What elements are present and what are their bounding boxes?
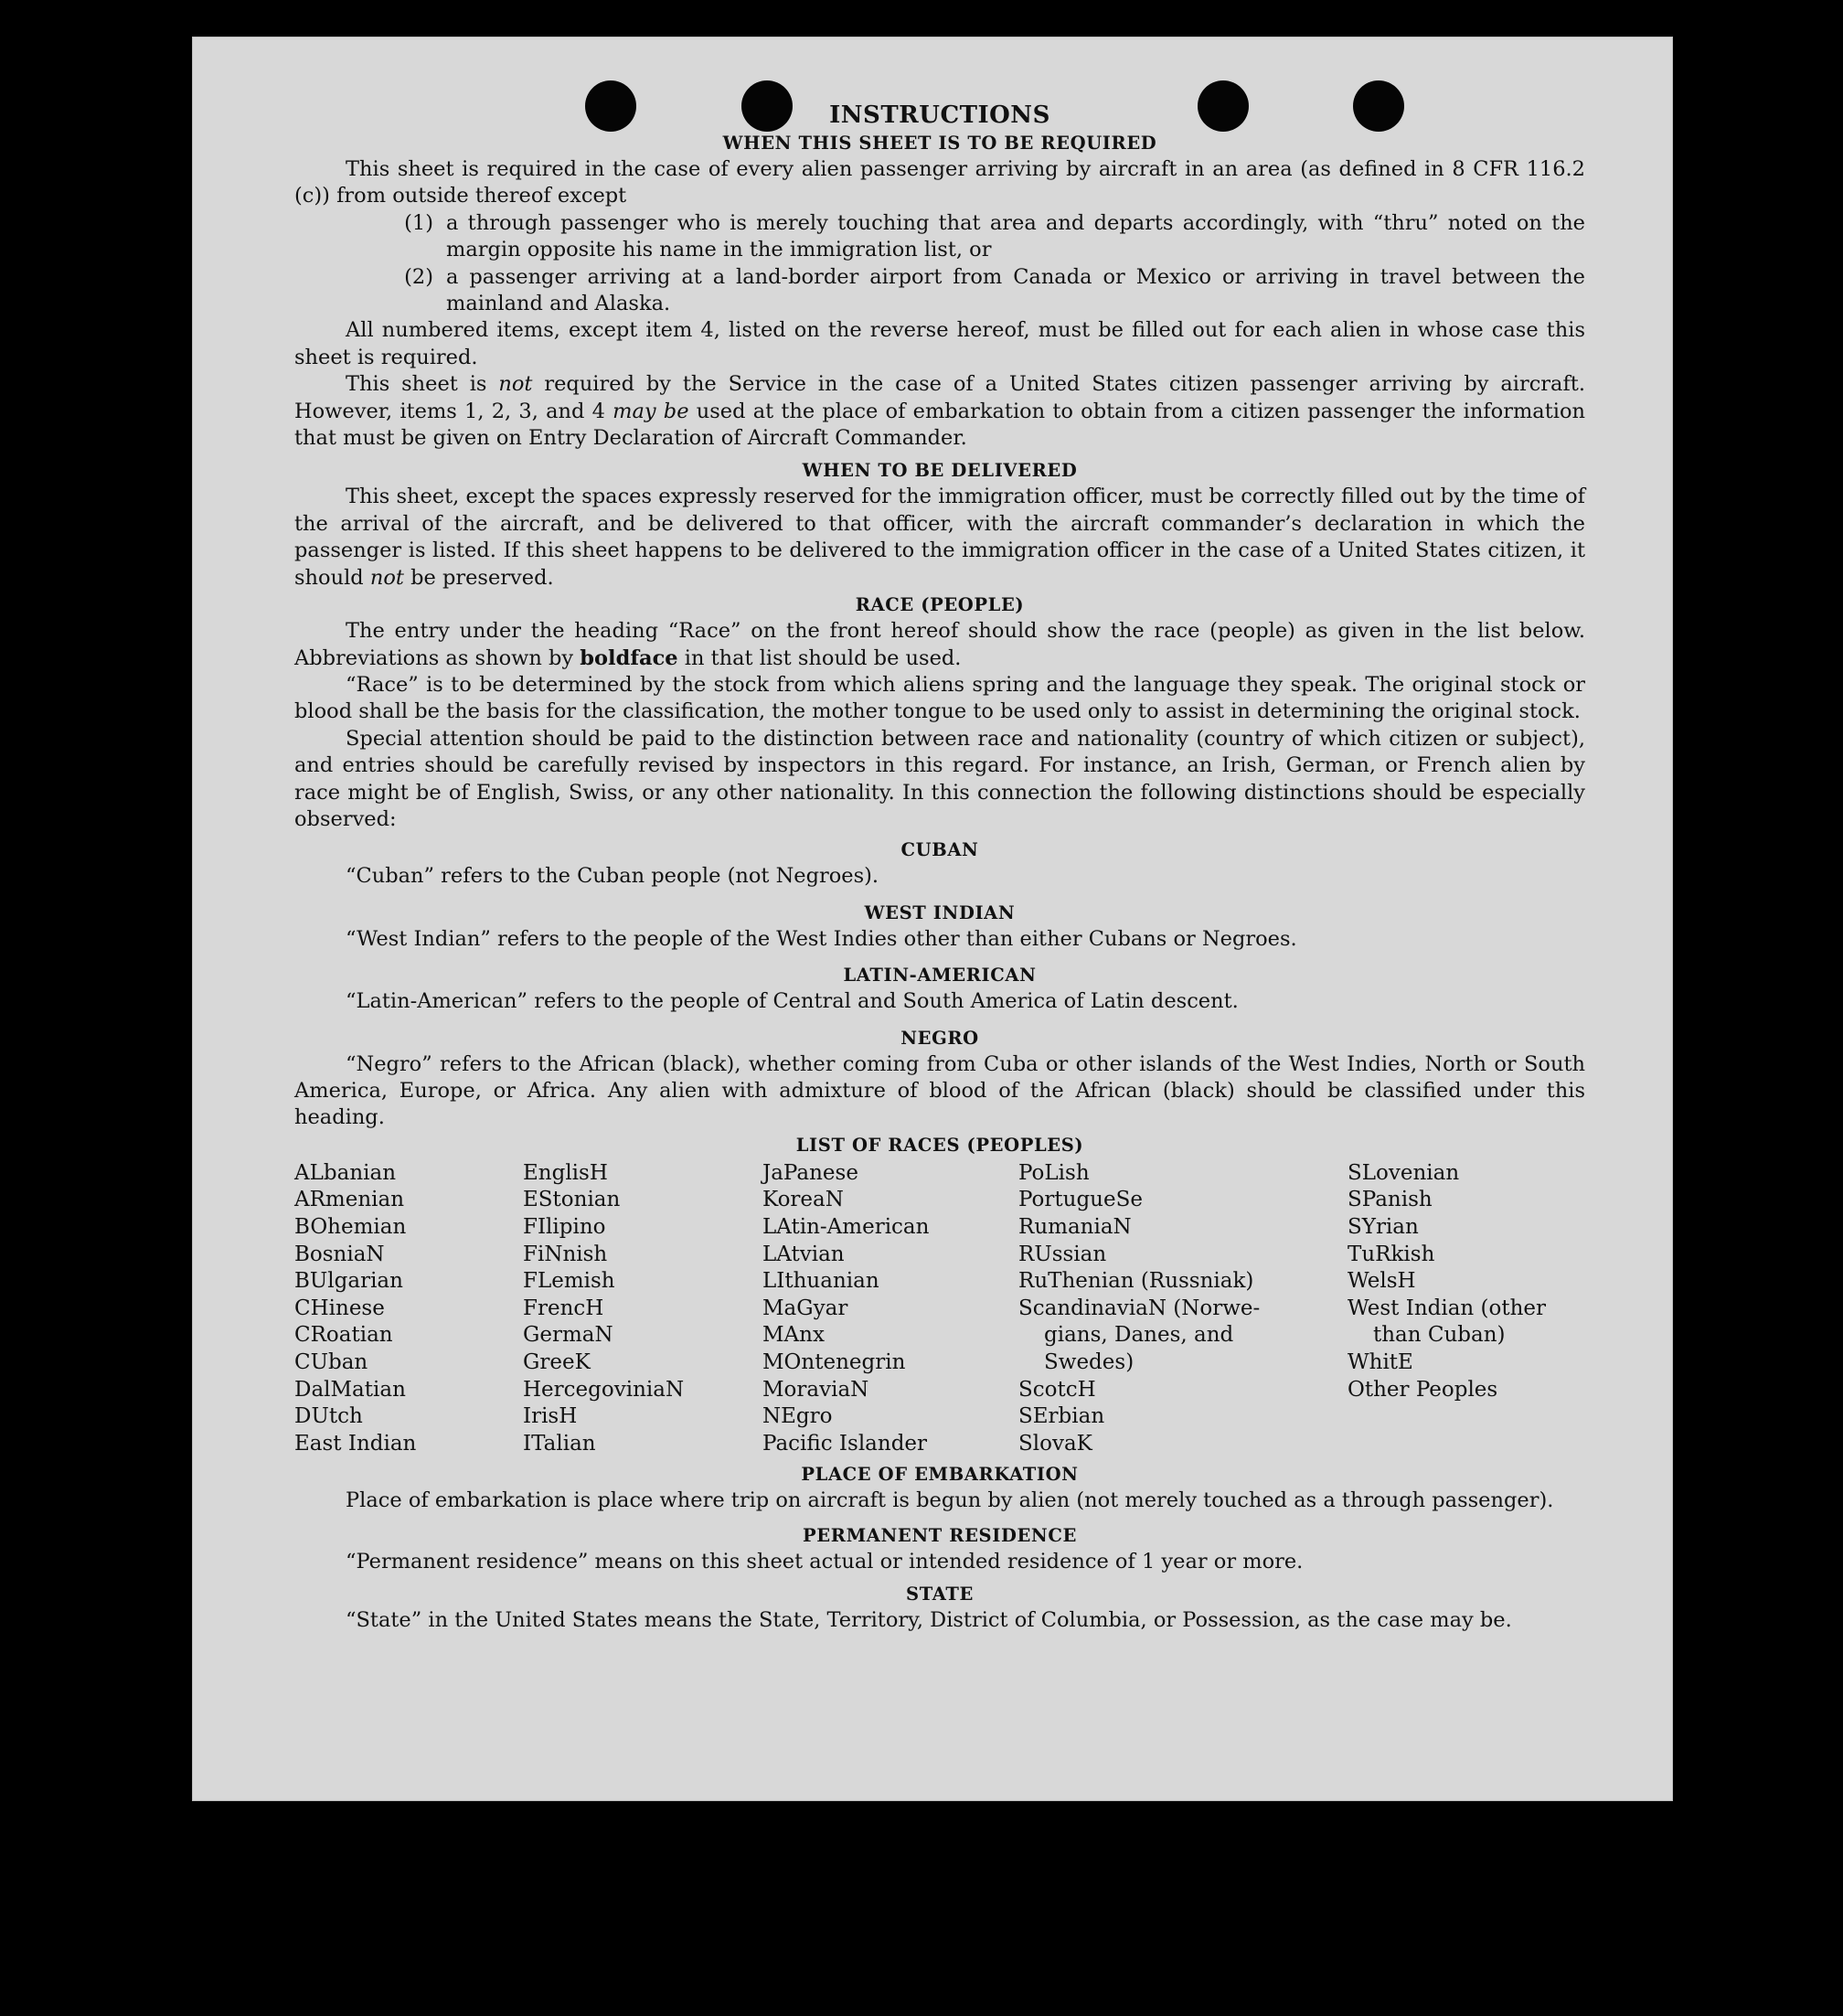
- race-entry: ARmenian: [294, 1188, 405, 1212]
- section-latin-american: [294, 962, 1585, 1015]
- race-entry: East Indian: [294, 1431, 417, 1456]
- race-column-5: [1348, 1160, 1585, 1458]
- race-entry: JaPanese: [762, 1160, 858, 1185]
- race-para-distinction: Special attention should be paid to the distinction between race and nationality (country of which citizen or subject), and entries should be carefully revised by inspectors in this regard. For instance, an Irish, German, or French alien by race might be of English, Swiss, or any other nationality. In this connection the following distinctions should be especially observed:: [294, 726, 1585, 831]
- race-entry: RuThenian (Russniak): [1018, 1269, 1254, 1294]
- heading-latin-american: LATIN-AMERICAN: [843, 965, 1037, 987]
- section-race: [294, 592, 1585, 833]
- negro-definition: “Negro” refers to the African (black), whether coming from Cuba or other islands of the West Indies, North or South America, Europe, or Africa. Any alien with admixture of blood of the African (black) should be classified under this heading.: [294, 1051, 1585, 1130]
- race-entry: MOntenegrin: [762, 1349, 906, 1374]
- race-entry: KoreaN: [762, 1188, 844, 1212]
- race-entry: ScandinaviaN (Norwe-: [1018, 1296, 1261, 1320]
- race-entry: Pacific Islander: [762, 1431, 928, 1456]
- west-indian-definition: “West Indian” refers to the people of the West Indies other than either Cubans or Negroes.: [346, 926, 1297, 951]
- race-entry: SLovenian: [1348, 1160, 1460, 1185]
- race-entry: PoLish: [1018, 1160, 1090, 1185]
- race-entry: SYrian: [1348, 1214, 1419, 1239]
- race-column-2: [523, 1160, 762, 1458]
- race-entry: DalMatian: [294, 1377, 406, 1402]
- document-page: [192, 37, 1673, 1801]
- heading-west-indian: WEST INDIAN: [864, 901, 1016, 923]
- race-entry: FiNnish: [523, 1242, 608, 1266]
- section-place-of-embarkation: [294, 1461, 1585, 1514]
- required-intro: This sheet is required in the case of every alien passenger arriving by aircraft in an area (as defined in 8 CFR 116.2 (c)) from outside thereof except: [294, 157, 1585, 208]
- state-definition: “State” in the United States means the State, Territory, District of Columbia, or Possession, as the case may be.: [346, 1608, 1512, 1633]
- race-entry: RUssian: [1018, 1242, 1107, 1266]
- race-entry-continued: than Cuban): [1373, 1323, 1506, 1348]
- section-list-of-races: [294, 1132, 1585, 1458]
- exception-number: (1): [404, 210, 433, 235]
- residence-definition: “Permanent residence” means on this sheet actual or intended residence of 1 year or more.: [346, 1549, 1304, 1573]
- race-entry: SPanish: [1348, 1188, 1433, 1212]
- race-entry: WhitE: [1348, 1349, 1413, 1374]
- race-entry: GreeK: [523, 1349, 591, 1374]
- race-entry: LAtvian: [762, 1242, 845, 1266]
- races-table: [294, 1160, 1585, 1458]
- race-entry: MoraviaN: [762, 1377, 869, 1402]
- section-west-indian: [294, 900, 1585, 953]
- race-entry: TuRkish: [1348, 1242, 1435, 1266]
- race-entry: RumaniaN: [1018, 1214, 1132, 1239]
- race-entry: ScotcH: [1018, 1377, 1096, 1402]
- section-negro: [294, 1025, 1585, 1132]
- required-para-numbered-items: All numbered items, except item 4, listed on the reverse hereof, must be filled out for each alien in whose case this sheet is required.: [294, 318, 1585, 369]
- required-para-citizen: This sheet is not required by the Service in the case of a United States citizen passenger arriving by aircraft. However, items 1, 2, 3, and 4 may be used at the place of embarkation to obtain from a citizen passenger the information that must be given on Entry Declaration of Aircraft Commander.: [294, 372, 1585, 451]
- race-entry: BUlgarian: [294, 1269, 403, 1294]
- race-column-4: [1018, 1160, 1348, 1458]
- race-entry-continued: Swedes): [1044, 1349, 1135, 1374]
- heading-negro: NEGRO: [900, 1027, 979, 1049]
- latin-american-definition: “Latin-American” refers to the people of Central and South America of Latin descent.: [346, 989, 1239, 1014]
- race-entry: PortugueSe: [1018, 1188, 1143, 1212]
- heading-state: STATE: [906, 1584, 974, 1605]
- section-state: [294, 1581, 1585, 1634]
- race-entry: Other Peoples: [1348, 1377, 1498, 1402]
- section-permanent-residence: [294, 1522, 1585, 1575]
- section-cuban: [294, 837, 1585, 890]
- heading-when-required: WHEN THIS SHEET IS TO BE REQUIRED: [722, 133, 1157, 154]
- race-entry: DUtch: [294, 1404, 363, 1429]
- heading-list-of-races: LIST OF RACES (PEOPLES): [795, 1134, 1084, 1156]
- race-column-1: [294, 1160, 523, 1458]
- race-entry: SlovaK: [1018, 1431, 1092, 1456]
- page-title: INSTRUCTIONS: [829, 101, 1050, 129]
- race-entry: BOhemian: [294, 1214, 407, 1239]
- race-entry: CUban: [294, 1349, 368, 1374]
- heading-permanent-residence: PERMANENT RESIDENCE: [803, 1524, 1077, 1546]
- race-entry: SErbian: [1018, 1404, 1105, 1429]
- instructions-content: [294, 101, 1585, 1635]
- exception-item: [294, 210, 1585, 264]
- race-entry: MAnx: [762, 1323, 825, 1348]
- race-entry: HercegoviniaN: [523, 1377, 685, 1402]
- heading-race-people: RACE (PEOPLE): [855, 594, 1025, 616]
- race-entry: MaGyar: [762, 1296, 848, 1320]
- exception-item: [294, 264, 1585, 318]
- race-entry: FrencH: [523, 1296, 604, 1320]
- delivered-text: This sheet, except the spaces expressly reserved for the immigration officer, must be correctly filled out by the time of the arrival of the aircraft, and be delivered to that officer, with the aircraft commander’s declaration in which the passenger is listed. If this sheet happens to be delivered to the immigration officer in the case of a United States citizen, it should not be preserved.: [294, 485, 1585, 590]
- race-entry: EStonian: [523, 1188, 621, 1212]
- heading-place-of-embarkation: PLACE OF EMBARKATION: [801, 1464, 1079, 1486]
- embarkation-definition: Place of embarkation is place where trip on aircraft is begun by alien (not merely touched as a through passenger).: [346, 1488, 1554, 1513]
- race-entry: FLemish: [523, 1269, 615, 1294]
- race-entry: NEgro: [762, 1404, 833, 1429]
- race-entry-continued: gians, Danes, and: [1044, 1323, 1234, 1348]
- race-entry: GermaN: [523, 1323, 613, 1348]
- race-entry: IrisH: [523, 1404, 578, 1429]
- section-when-required: [294, 130, 1585, 452]
- race-column-3: [762, 1160, 1018, 1458]
- race-para-stock: “Race” is to be determined by the stock from which aliens spring and the language they speak. The original stock or blood shall be the basis for the classification, the mother tongue to be used only to assist in determining the original stock.: [294, 672, 1585, 724]
- race-entry: BosniaN: [294, 1242, 385, 1266]
- race-entry: LIthuanian: [762, 1269, 879, 1294]
- race-entry: ITalian: [523, 1431, 596, 1456]
- exception-text: a passenger arriving at a land-border airport from Canada or Mexico or arriving in travel between the mainland and Alaska.: [446, 264, 1585, 316]
- race-entry: WelsH: [1348, 1269, 1416, 1294]
- race-para-entry: The entry under the heading “Race” on the front hereof should show the race (people) as given in the list below. Abbreviations as shown by boldface in that list should be used.: [294, 619, 1585, 670]
- heading-cuban: CUBAN: [900, 839, 979, 861]
- section-when-delivered: [294, 457, 1585, 592]
- cuban-definition: “Cuban” refers to the Cuban people (not Negroes).: [346, 864, 879, 889]
- exception-text: a through passenger who is merely touching that area and departs accordingly, with “thru” noted on the margin opposite his name in the immigration list, or: [446, 210, 1585, 262]
- race-entry: FIlipino: [523, 1214, 606, 1239]
- race-entry: West Indian (other: [1348, 1296, 1547, 1320]
- heading-when-delivered: WHEN TO BE DELIVERED: [802, 460, 1078, 482]
- race-entry: EnglisH: [523, 1160, 608, 1185]
- race-entry: CHinese: [294, 1296, 385, 1320]
- exception-number: (2): [404, 264, 433, 289]
- race-entry: LAtin-American: [762, 1214, 930, 1239]
- race-entry: CRoatian: [294, 1323, 393, 1348]
- race-entry: ALbanian: [294, 1160, 397, 1185]
